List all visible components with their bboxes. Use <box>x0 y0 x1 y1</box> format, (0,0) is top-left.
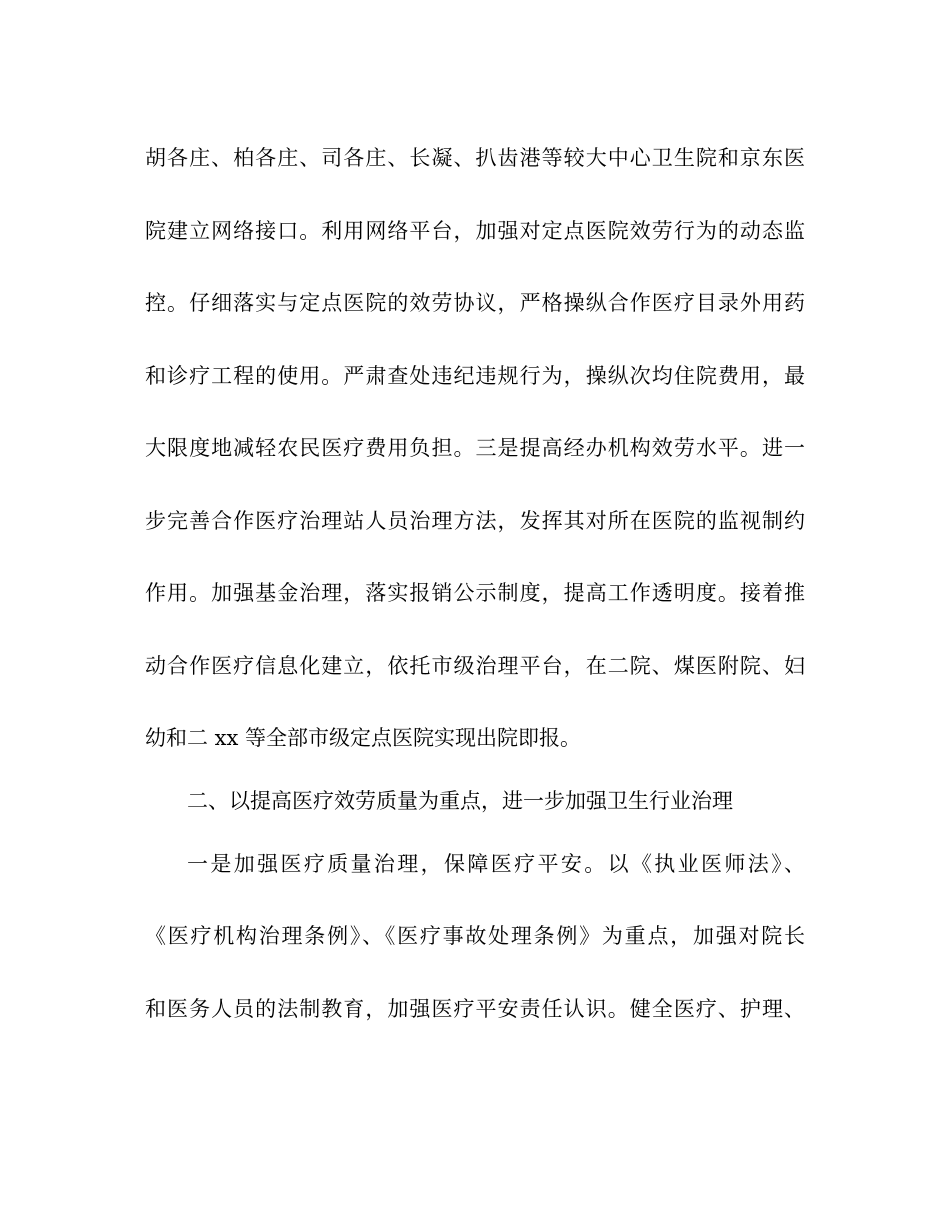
body-text-line: 和医务人员的法制教育，加强医疗平安责任认识。健全医疗、护理、 <box>145 997 805 1021</box>
body-text-line: 大限度地减轻农民医疗费用负担。三是提高经办机构效劳水平。进一 <box>145 436 805 460</box>
body-text-line: 幼和二 xx 等全部市级定点医院实现出院即报。 <box>145 726 582 750</box>
body-text-line: 作用。加强基金治理，落实报销公示制度，提高工作透明度。接着推 <box>145 581 805 605</box>
section-heading: 二、以提高医疗效劳质量为重点，进一步加强卫生行业治理 <box>187 789 733 813</box>
body-text-line: 胡各庄、柏各庄、司各庄、长凝、扒齿港等较大中心卫生院和京东医 <box>145 146 805 170</box>
body-text-line: 《医疗机构治理条例》、《医疗事故处理条例》为重点，加强对院长 <box>145 924 805 948</box>
body-text-line: 一是加强医疗质量治理，保障医疗平安。以《执业医师法》、 <box>187 852 805 876</box>
body-text-line: 院建立网络接口。利用网络平台，加强对定点医院效劳行为的动态监 <box>145 219 805 243</box>
body-text-line: 和诊疗工程的使用。严肃查处违纪违规行为，操纵次均住院费用，最 <box>145 364 805 388</box>
body-text-line: 步完善合作医疗治理站人员治理方法，发挥其对所在医院的监视制约 <box>145 509 805 533</box>
body-text-line: 动合作医疗信息化建立，依托市级治理平台，在二院、煤医附院、妇 <box>145 654 805 678</box>
body-text-line: 控。仔细落实与定点医院的效劳协议，严格操纵合作医疗目录外用药 <box>145 291 805 315</box>
